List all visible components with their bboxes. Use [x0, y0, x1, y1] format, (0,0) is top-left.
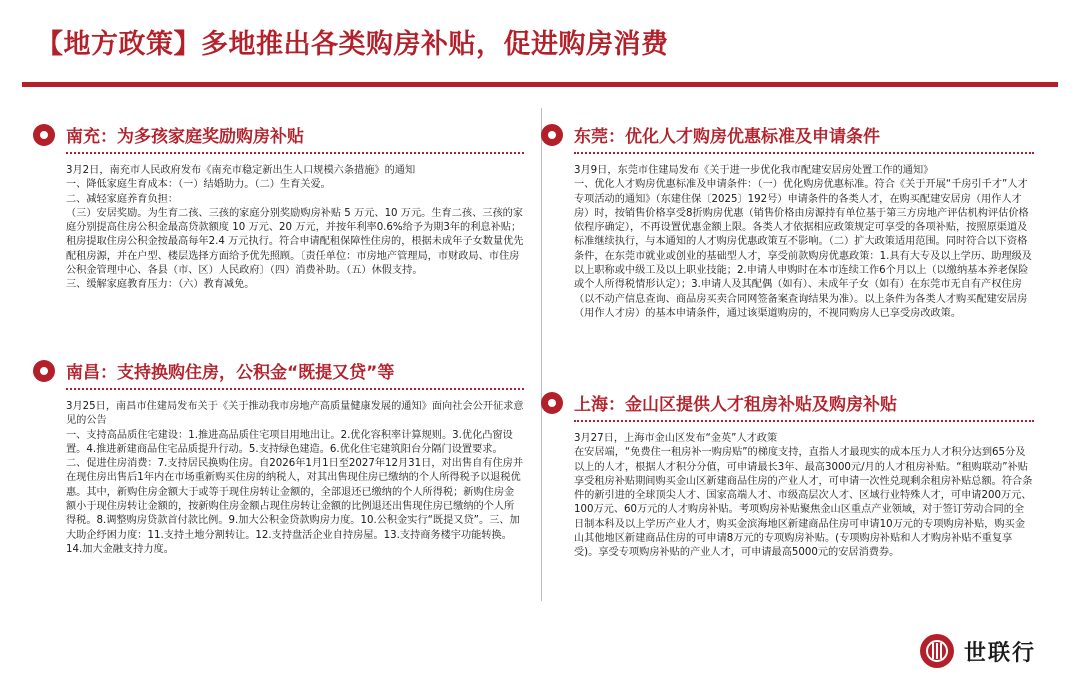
section-body	[574, 432, 1034, 561]
dotted-divider	[574, 420, 1034, 422]
logo-text: 世联行	[964, 641, 1037, 666]
page-title: 【地方政策】多地推出各类购房补贴，促进购房消费	[36, 29, 669, 60]
section-body	[574, 164, 1034, 321]
paragraph: 3月27日，上海市金山区发布“金英”人才政策	[574, 433, 778, 444]
dotted-divider	[574, 152, 1034, 154]
bullet-circle-icon	[541, 392, 563, 414]
paragraph: 3月2日，南充市人民政府发布《南充市稳定新出生人口规模六条措施》的通知	[66, 165, 416, 176]
section-nanchong	[44, 122, 524, 293]
section-body	[66, 164, 524, 293]
paragraph: 3月9日，东莞市住建局发布《关于进一步优化我市配建安居房处置工作的通知》	[574, 165, 934, 176]
section-dongguan	[552, 122, 1034, 321]
paragraph: 二、促进住房消费：7.支持居民换购住房。自2026年1月1日至2027年12月31日，对出售自有住房并在现住房出售后1年内在市场重新购买住房的纳税人，对其出售现住房已缴纳的个人所得税予以退税优惠。其中，新购住房金额大于或等于现住房转让金额的，全部退还已缴纳的个人所得税；新购住房金额小于现住房转让金额的，按新购住房金额占现住房转让金额的比例退还出售现住房已缴纳的个人所得税。8.调整购房贷款首付款比例。9.加大公积金贷款购房力度。10.公积金实行“既提又贷”。三、加大助企纾困力度：11.支持土地分割转让。12.支持盘活企业自持房屋。13.支持商务楼宇功能转换。14.加大金融支持力度。	[66, 458, 524, 555]
section-heading: 东莞：优化人才购房优惠标准及申请条件	[574, 127, 880, 147]
paragraph: 一、优化人才购房优惠标准及申请条件：（一）优化购房优惠标准。符合《关于开展“千房引千才”人才专项活动的通知》（东建住保〔2025〕192号）申请条件的各类人才，在购买配建安居房（用作人才房）时，按销售价格享受8折购房优惠（销售价格由房源持有单位基于第三方房地产评估机构评估价格依程序确定），不再设置优惠金额上限。各类人才依据相应政策规定可享受的各项补贴，按照原渠道及标准继续执行，与本通知的人才购房优惠政策互不影响。（二）扩大政策适用范围。同时符合以下资格条件，在东莞市就业或创业的基础型人才，享受前款购房优惠政策：1.具有大专及以上学历、助理级及以上职称或中级工及以上职业技能；2.申请人申购时在本市连续工作6个月以上（以缴纳基本养老保险或个人所得税情形认定）；3.申请人及其配偶（如有）、未成年子女（如有）在东莞市无自有产权住房（以不动产信息查询、商品房买卖合同网签备案查询结果为准）。以上条件为各类人才购买配建安居房（用作人才房）的基本申请条件，通过该渠道购房的，不视同购房人已享受房改政策。	[574, 179, 1032, 319]
section-heading: 南昌：支持换购住房，公积金“既提又贷”等	[66, 363, 395, 383]
dotted-divider	[66, 152, 524, 154]
section-heading: 南充：为多孩家庭奖励购房补贴	[66, 127, 304, 147]
section-header	[552, 390, 1034, 418]
section-header	[552, 122, 1034, 150]
bullet-circle-icon	[33, 360, 55, 382]
paragraph: 一、降低家庭生育成本：（一）结婚助力。（二）生育关爱。	[66, 179, 331, 191]
bullet-circle-icon	[33, 124, 55, 146]
section-body	[66, 400, 524, 557]
title-divider	[22, 82, 1058, 87]
dotted-divider	[66, 388, 524, 390]
section-header	[44, 358, 524, 386]
section-nanchang	[44, 358, 524, 557]
section-header	[44, 122, 524, 150]
bullet-circle-icon	[541, 124, 563, 146]
paragraph: 一、支持高品质住宅建设：1.推进高品质住宅项目用地出让。2.优化容积率计算规则。3.优化凸窗设置。4.推进新建商品住宅品质提升行动。5.支持绿色建造。6.优化住宅建筑阳台分隔门设置要求。	[66, 429, 513, 455]
paragraph: 三、缓解家庭教育压力：（六）教育减免。	[66, 279, 255, 291]
logo-icon	[920, 634, 954, 668]
column-divider	[541, 108, 542, 601]
paragraph: 3月25日，南昌市住建局发布关于《关于推动我市房地产高质量健康发展的通知》面向社会公开征求意见的公告	[66, 401, 524, 427]
section-shanghai	[552, 390, 1034, 561]
paragraph: 在安居端，“免费住一租房补一购房贴”的梯度支持，直指人才最现实的成本压力人才积分达到65分及以上的人才，根据人才积分分值，可申请最长3年、最高3000元/月的人才租房补贴。“租购联动”补贴享受租房补贴期间购买金山区新建商品住房的产业人才，可申请一次性兑现剩余租房补贴总额。符合条件的新引进的全球顶尖人才、国家高端人才、市级高层次人才、区域行业特殊人才，可申请200万元、100万元、60万元的人才购房补贴。考项购房补贴聚焦金山区重点产业领域，对于签订劳动合同的全日制本科及以上学历产业人才，购买金滨海地区新建商品住房可申请10万元的专项购房补贴，购买金山其他地区新建商品住房的可申请8万元的专项购房补贴。(专项购房补贴和人才购房补贴不重复享受)。享受专项购房补贴的产业人才，可申请最高5000元的安居消费券。	[574, 447, 1033, 559]
paragraph: 二、减轻家庭养育负担：	[66, 193, 179, 205]
paragraph: （三）安居奖励。为生育二孩、三孩的家庭分别奖励购房补贴 5 万元、10 万元。生育二孩、三孩的家庭分别提高住房公积金最高贷款额度 10 万元、20 万元，并按年利率0.6%给予为期3年的利息补贴；租房提取住房公积金按最高每年2.4 万元执行。符合申请配租保障性住房的，根据未成年子女数量优先配租房源，并在户型、楼层选择方面给予优先照顾。〔责任单位：市房地产管理局，市财政局、市住房公积金管理中心、各县（市、区）人民政府〕（四）消费补助。（五）休假支持。	[66, 207, 524, 277]
section-heading: 上海：金山区提供人才租房补贴及购房补贴	[574, 395, 897, 415]
